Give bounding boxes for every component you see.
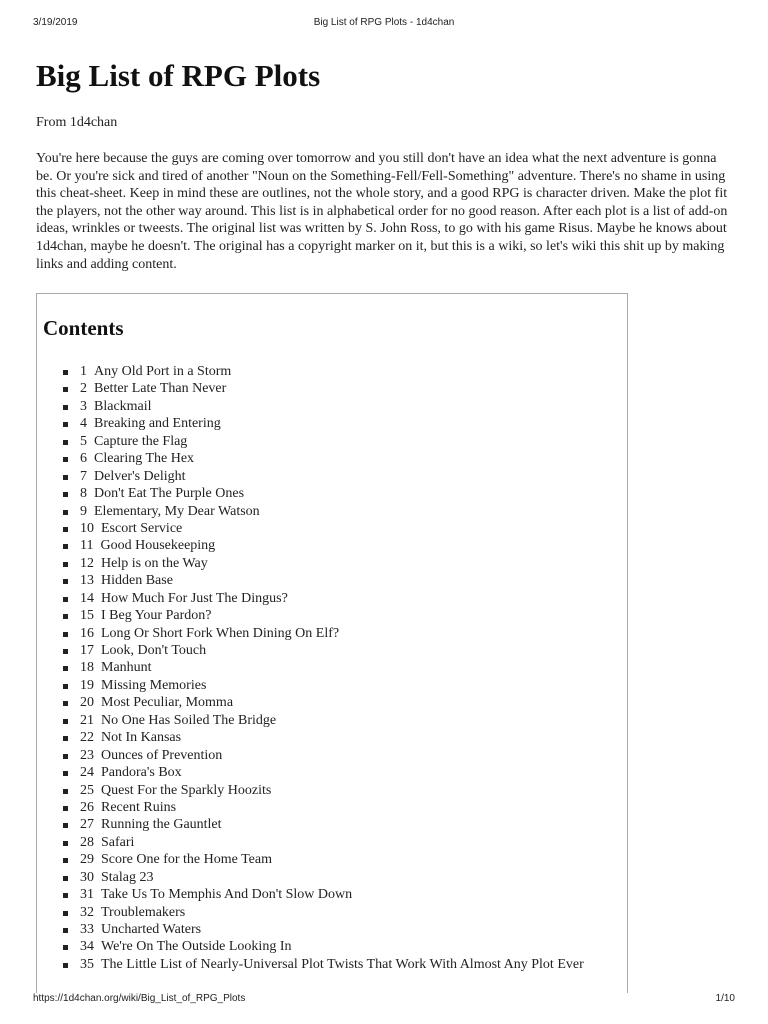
toc-title: Contents — [43, 316, 124, 340]
toc-item-link[interactable]: No One Has Soiled The Bridge — [101, 712, 277, 728]
toc-item-link[interactable]: Quest For the Sparkly Hoozits — [101, 782, 272, 798]
toc-item[interactable] — [63, 450, 584, 467]
toc-item[interactable] — [63, 782, 584, 799]
toc-item-link[interactable]: Running the Gauntlet — [101, 817, 222, 833]
toc-item-link[interactable]: Clearing The Hex — [94, 451, 195, 467]
toc-item[interactable] — [63, 625, 584, 642]
toc-item-link[interactable]: Better Late Than Never — [94, 381, 227, 397]
toc-item-link[interactable]: Any Old Port in a Storm — [94, 364, 232, 379]
toc-item-link[interactable]: We're On The Outside Looking In — [101, 939, 292, 955]
toc-item-number: 10 — [80, 520, 94, 536]
toc-item-number: 2 — [80, 381, 87, 397]
toc-item-number: 22 — [80, 730, 94, 746]
toc-item-link[interactable]: Troublemakers — [101, 904, 186, 920]
print-date: 3/19/2019 — [33, 17, 78, 28]
toc-item-link[interactable]: Take Us To Memphis And Don't Slow Down — [101, 887, 353, 903]
toc-item-number: 26 — [80, 799, 94, 815]
toc-item-link[interactable]: Delver's Delight — [94, 468, 186, 484]
print-header — [0, 17, 768, 31]
toc-item[interactable] — [63, 851, 584, 868]
toc-item-number: 4 — [80, 416, 87, 432]
toc-item[interactable] — [63, 537, 584, 554]
toc-item-link[interactable]: Breaking and Entering — [94, 416, 221, 432]
toc-item[interactable] — [63, 834, 584, 851]
toc-item-number: 7 — [80, 468, 87, 484]
toc-item[interactable] — [63, 503, 584, 520]
toc-list — [63, 363, 584, 973]
toc-item-number: 28 — [80, 834, 94, 850]
toc-item-link[interactable]: Not In Kansas — [101, 730, 182, 746]
toc-item-link[interactable]: Safari — [101, 834, 135, 850]
toc-item-number: 21 — [80, 712, 94, 728]
toc-item-link[interactable]: Escort Service — [101, 520, 183, 536]
toc-item[interactable] — [63, 415, 584, 432]
toc-item[interactable] — [63, 607, 584, 624]
toc-item[interactable] — [63, 642, 584, 659]
toc-item-number: 16 — [80, 625, 94, 641]
toc-item[interactable] — [63, 869, 584, 886]
print-footer — [0, 993, 768, 1007]
toc-item-number: 33 — [80, 922, 94, 937]
toc-item-number: 19 — [80, 677, 94, 693]
toc-item-number: 14 — [80, 590, 94, 606]
toc-item[interactable] — [63, 956, 584, 973]
toc-item[interactable] — [63, 520, 584, 537]
toc-item[interactable] — [63, 398, 584, 415]
toc-item[interactable] — [63, 886, 584, 903]
site-subtitle: From 1d4chan — [36, 115, 118, 130]
print-url: https://1d4chan.org/wiki/Big_List_of_RPG_Plots — [33, 993, 246, 1004]
toc-item-number: 23 — [80, 747, 94, 763]
toc-item-link[interactable]: Stalag 23 — [101, 869, 154, 885]
toc-item-link[interactable]: The Little List of Nearly-Universal Plot Twists That Work With Almost Any Plot Ever — [101, 956, 584, 972]
toc-item-link[interactable]: Uncharted Waters — [101, 922, 202, 937]
toc-item-link[interactable]: Missing Memories — [101, 677, 207, 693]
toc-item[interactable] — [63, 747, 584, 764]
toc-item[interactable] — [63, 380, 584, 397]
toc-item-number: 30 — [80, 869, 94, 885]
toc-item-number: 5 — [80, 433, 87, 449]
toc-item-number: 9 — [80, 503, 87, 519]
toc-item-link[interactable]: Long Or Short Fork When Dining On Elf? — [101, 625, 340, 641]
toc-item[interactable] — [63, 363, 584, 380]
toc-item[interactable] — [63, 764, 584, 781]
toc-item-number: 27 — [80, 817, 94, 833]
toc-item-link[interactable]: Score One for the Home Team — [101, 852, 272, 868]
toc-item[interactable] — [63, 694, 584, 711]
toc-item-number: 25 — [80, 782, 94, 798]
toc-item[interactable] — [63, 555, 584, 572]
toc-item-link[interactable]: Blackmail — [94, 398, 152, 414]
toc-item[interactable] — [63, 938, 584, 955]
toc-item[interactable] — [63, 590, 584, 607]
toc-item-number: 1 — [80, 364, 87, 379]
toc-item[interactable] — [63, 572, 584, 589]
toc-item-number: 12 — [80, 555, 94, 571]
toc-item-number: 18 — [80, 660, 94, 676]
toc-item-link[interactable]: Capture the Flag — [94, 433, 188, 449]
toc-item-link[interactable]: Look, Don't Touch — [101, 643, 207, 658]
toc-item-number: 24 — [80, 765, 94, 781]
toc-item-link[interactable]: Most Peculiar, Momma — [101, 695, 234, 711]
toc-item-link[interactable]: Help is on the Way — [101, 555, 208, 571]
toc-item-link[interactable]: Manhunt — [101, 660, 152, 676]
toc-item-number: 32 — [80, 904, 94, 920]
toc-item-link[interactable]: Good Housekeeping — [100, 538, 216, 554]
toc-item-number: 31 — [80, 887, 94, 903]
toc-item-link[interactable]: Hidden Base — [101, 573, 173, 589]
toc-item[interactable] — [63, 816, 584, 833]
toc-item-link[interactable]: Recent Ruins — [101, 799, 177, 815]
toc-item-link[interactable]: How Much For Just The Dingus? — [101, 590, 288, 606]
toc-item-link[interactable]: Don't Eat The Purple Ones — [94, 486, 245, 502]
toc-item[interactable] — [63, 712, 584, 729]
toc-item-link[interactable]: Elementary, My Dear Watson — [94, 503, 260, 519]
toc-item[interactable] — [63, 677, 584, 694]
toc-item-number: 17 — [80, 643, 94, 658]
toc-item-number: 13 — [80, 573, 94, 589]
toc-item[interactable] — [63, 729, 584, 746]
toc-item-number: 8 — [80, 486, 87, 502]
toc-item-number: 6 — [80, 451, 87, 467]
toc-item-link[interactable]: Pandora's Box — [101, 765, 182, 781]
toc-item-link[interactable]: I Beg Your Pardon? — [101, 608, 212, 624]
toc-item[interactable] — [63, 485, 584, 502]
toc-item[interactable] — [63, 921, 584, 938]
toc-item[interactable] — [63, 433, 584, 450]
toc-item[interactable] — [63, 659, 584, 676]
toc-item[interactable] — [63, 799, 584, 816]
toc-item-number: 11 — [80, 538, 94, 554]
toc-item[interactable] — [63, 904, 584, 921]
toc-item-number: 15 — [80, 608, 94, 624]
toc-item-link[interactable]: Ounces of Prevention — [101, 747, 223, 763]
print-page-title: Big List of RPG Plots - 1d4chan — [313, 17, 455, 28]
toc-item-number: 35 — [80, 956, 94, 972]
intro-paragraph: You're here because the guys are coming over tomorrow and you still don't have an idea what the next adventure is gonna be. Or you're sick and tired of another "Noun on the Something-Fell/Fell-Something" adventure. There's no shame in using this cheat-sheet. Keep in mind these are outlines, not the whole story, and a good RPG is character driven. Make the plot fit the players, not the other way around. This list is in alphabetical order for no good reason. After each plot is a list of add-on ideas, wrinkles or tweests. The original list was written by S. John Ross, to go with his game Risus. Maybe he knows about 1d4chan, maybe he doesn't. The original has a copyright marker on it, but this is a wiki, so let's wiki this shit up by making links and adding content. — [36, 151, 728, 272]
table-of-contents — [36, 293, 628, 993]
toc-item[interactable] — [63, 468, 584, 485]
toc-item-number: 3 — [80, 398, 87, 414]
toc-item-number: 29 — [80, 852, 94, 868]
page-title: Big List of RPG Plots — [36, 58, 321, 93]
toc-item-number: 34 — [80, 939, 94, 955]
toc-item-number: 20 — [80, 695, 94, 711]
print-page-number: 1/10 — [715, 993, 735, 1004]
